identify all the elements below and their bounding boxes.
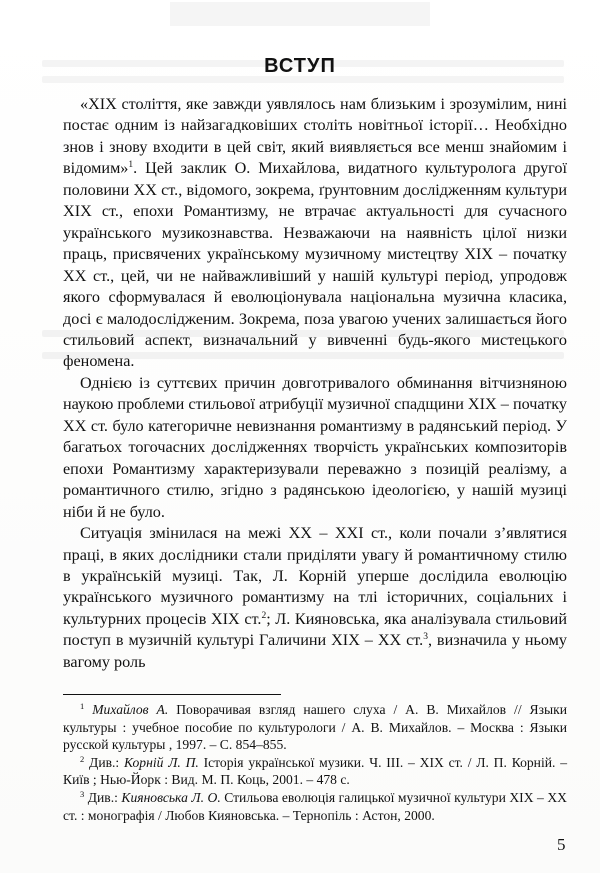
paragraph-2: Однією із суттєвих причин довготривалого обминання вітчизняною наукою проблеми стильової атрибуції музичної спадщини XIX – початку XX ст. було категоричне невизнання романтизму в радянський період. У багатьох тогочасних дослідженнях творчість українських композиторів епохи Романтизму характеризували переважно з позицій реалізму, а романтичного стилю, згідно з радянською ідеологією, у нашій музиці ніби й не було. bbox=[63, 373, 567, 521]
paragraph-1-part-1: «XIX століття, яке завжди уявлялось нам близьким і зрозумілим, нині постає одним із найзагадковіших століть новітньої історії… Необхідно знов і знову входити в цей світ, який виявляється все менш знайомим і відомим» bbox=[63, 95, 567, 178]
footnote-author: Корній Л. П. bbox=[123, 754, 199, 770]
footnote-text: Поворачивая взгляд нашего слуха / А. В. Михайлов // Языки культуры : учебное пособие по культурологи / А. В. Михайлов. – Москва : Языки русской культуры , 1997. – С. 854–855. bbox=[63, 702, 567, 753]
footnote-divider bbox=[63, 694, 281, 695]
paragraph-1 bbox=[63, 94, 567, 373]
chapter-title: ВСТУП bbox=[264, 55, 336, 77]
footnote-prefix: Див.: bbox=[84, 754, 124, 770]
footnote-author: Кияновська Л. О. bbox=[121, 789, 221, 805]
footnote-text: Стильова еволюція галицької музичної культури XIX – XX ст. : монографія / Любов Кияновська. – Тернопіль : Астон, 2000. bbox=[63, 789, 567, 823]
footnote-author: Михайлов А. bbox=[92, 702, 169, 717]
paragraph-3-part-3: , визначила у ньому вагому роль bbox=[63, 631, 568, 671]
footnote-number: 3 bbox=[80, 788, 85, 799]
page-number: 5 bbox=[557, 835, 566, 854]
footnote-ref-1[interactable]: 1 bbox=[128, 160, 134, 171]
footnote-2 bbox=[63, 754, 567, 789]
footnote-prefix: Див.: bbox=[84, 789, 122, 805]
footnote-ref-2[interactable]: 2 bbox=[261, 610, 267, 621]
footnote-3 bbox=[63, 789, 567, 824]
footnotes bbox=[63, 701, 567, 824]
paragraph-1-part-2: . Цей заклик О. Михайлова, видатного культуролога другої половини XX ст., відомого, зокрема, ґрунтовним дослідженням культури XIX ст., епохи Романтизму, не втрачає актуальності для сучасного українського музикознавства. Незважаючи на наявність цілої низки праць, присвячених українському музичному мистецтву XIX – початку XX ст., цей, чи не найважливіший у нашій культурі період, упродовж якого сформувалася й еволюціонувала національна музична класика, досі є малодослідженим. Зокрема, поза увагою учених залишається його стильовий аспект, визначальний у вивченні будь-якого мистецького феномена. bbox=[63, 159, 567, 371]
paragraph-3-part-2: ; Л. Кияновська, яка аналізувала стильовий поступ в музичній культурі Галичини XIX – XX ст. bbox=[63, 609, 567, 650]
paragraph-3-part-1: Ситуація змінилася на межі XX – XXI ст., коли почали з’являтися праці, в яких дослідники стали приділяти увагу й романтичному стилю в українській музиці. Так, Л. Корній уперше дослідила еволюцію українського музичного романтизму на тлі історичних, соціальних і культурних процесів XIX ст. bbox=[63, 524, 567, 628]
footnote-1 bbox=[63, 701, 567, 754]
paragraph-3 bbox=[63, 523, 567, 673]
footnote-number: 1 bbox=[80, 701, 85, 711]
body-text bbox=[63, 94, 567, 673]
footnote-ref-3[interactable]: 3 bbox=[423, 632, 428, 643]
footnote-text: Історія української музики. Ч. ІІІ. – XIX ст. / Л. П. Корній. – Київ ; Нью-Йорк : Вид. М. П. Коць, 2001. – 478 с. bbox=[63, 754, 567, 788]
footnote-number: 2 bbox=[80, 753, 85, 764]
bleed-through-header bbox=[170, 2, 430, 26]
